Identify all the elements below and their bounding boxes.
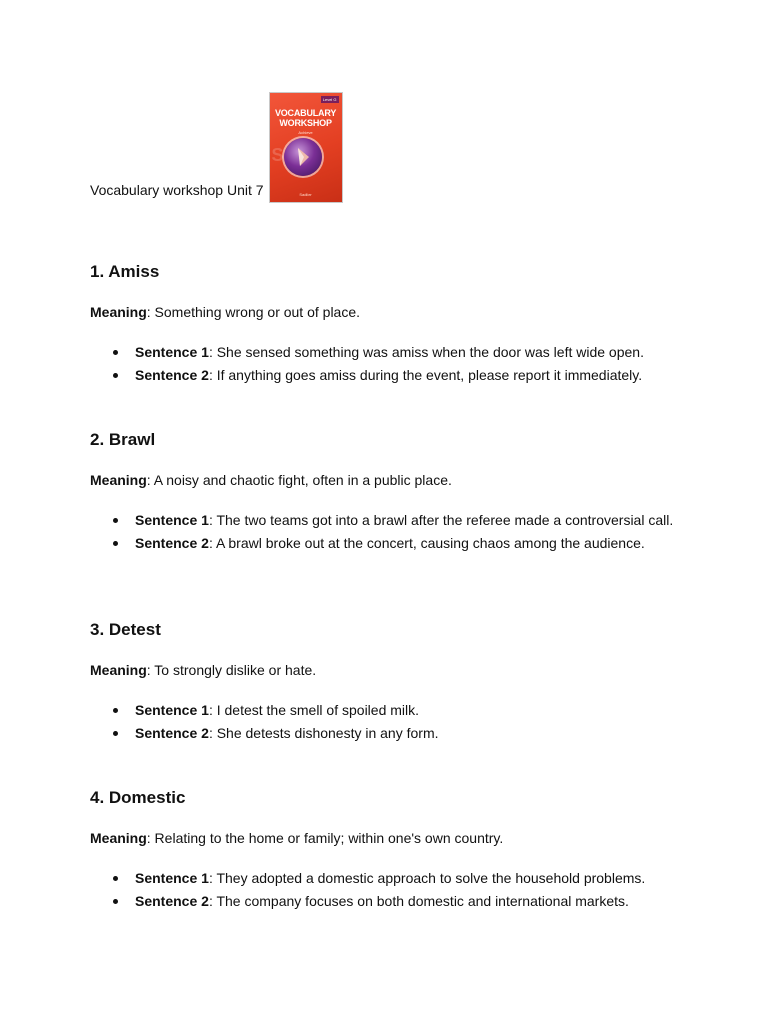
list-item bbox=[135, 699, 725, 722]
sentence-text: : She detests dishonesty in any form. bbox=[208, 725, 439, 741]
book-cover-image bbox=[270, 93, 342, 202]
example-sentences bbox=[90, 509, 725, 555]
sentence-text: : I detest the smell of spoiled milk. bbox=[208, 702, 420, 718]
sentence-text: : She sensed something was amiss when the door was left wide open. bbox=[208, 344, 644, 360]
word-heading: 4. Domestic bbox=[90, 788, 186, 807]
cover-publisher: Sadlier bbox=[299, 192, 312, 197]
sentence-label: Sentence 2 bbox=[135, 725, 209, 741]
word-heading: 2. Brawl bbox=[90, 430, 156, 449]
sentence-text: : The company focuses on both domestic and international markets. bbox=[208, 893, 629, 909]
sentence-label: Sentence 2 bbox=[135, 367, 209, 383]
document-title: Vocabulary workshop Unit 7 bbox=[90, 182, 264, 198]
meaning-label: Meaning bbox=[90, 662, 147, 678]
meaning-text: : Relating to the home or family; within one's own country. bbox=[146, 830, 504, 846]
example-sentences bbox=[90, 867, 725, 913]
cover-level-badge: Level G bbox=[322, 97, 337, 102]
word-heading: 1. Amiss bbox=[90, 262, 160, 281]
sentence-text: : They adopted a domestic approach to solve the household problems. bbox=[208, 870, 646, 886]
list-item bbox=[135, 890, 725, 913]
sentence-label: Sentence 1 bbox=[135, 870, 209, 886]
list-item bbox=[135, 532, 725, 555]
meaning-text: : Something wrong or out of place. bbox=[146, 304, 361, 320]
list-item bbox=[135, 509, 725, 532]
example-sentences bbox=[90, 341, 725, 387]
list-item bbox=[135, 364, 725, 387]
sentence-label: Sentence 2 bbox=[135, 535, 209, 551]
sentence-label: Sentence 1 bbox=[135, 512, 209, 528]
cover-title-line2: WORKSHOP bbox=[279, 118, 332, 128]
sentence-label: Sentence 1 bbox=[135, 344, 209, 360]
meaning-label: Meaning bbox=[90, 472, 147, 488]
meaning-text: : A noisy and chaotic fight, often in a public place. bbox=[146, 472, 452, 488]
meaning-line bbox=[90, 472, 452, 488]
cover-title-line1: VOCABULARY bbox=[274, 108, 337, 118]
vocab-entry-amiss bbox=[90, 262, 690, 383]
word-heading: 3. Detest bbox=[90, 620, 161, 639]
document-header bbox=[90, 93, 342, 202]
sentence-label: Sentence 2 bbox=[135, 893, 209, 909]
cover-background-graphic: S bbox=[271, 145, 284, 165]
cover-badge-icon bbox=[284, 138, 322, 176]
list-item bbox=[135, 341, 725, 364]
meaning-label: Meaning bbox=[90, 830, 147, 846]
vocab-entry-detest bbox=[90, 620, 690, 741]
meaning-line bbox=[90, 662, 316, 678]
meaning-line bbox=[90, 304, 360, 320]
meaning-line bbox=[90, 830, 503, 846]
cover-subtitle: Achieve bbox=[298, 130, 313, 135]
sentence-label: Sentence 1 bbox=[135, 702, 209, 718]
meaning-text: : To strongly dislike or hate. bbox=[146, 662, 317, 678]
vocab-entry-domestic bbox=[90, 788, 690, 909]
list-item bbox=[135, 722, 725, 745]
sentence-text: : A brawl broke out at the concert, causing chaos among the audience. bbox=[208, 535, 645, 551]
sentence-text: : The two teams got into a brawl after the referee made a controversial call. bbox=[208, 512, 674, 528]
cover-title bbox=[270, 108, 342, 128]
vocab-entry-brawl bbox=[90, 430, 690, 551]
list-item bbox=[135, 867, 725, 890]
meaning-label: Meaning bbox=[90, 304, 147, 320]
sentence-text: : If anything goes amiss during the event, please report it immediately. bbox=[208, 367, 643, 383]
example-sentences bbox=[90, 699, 725, 745]
